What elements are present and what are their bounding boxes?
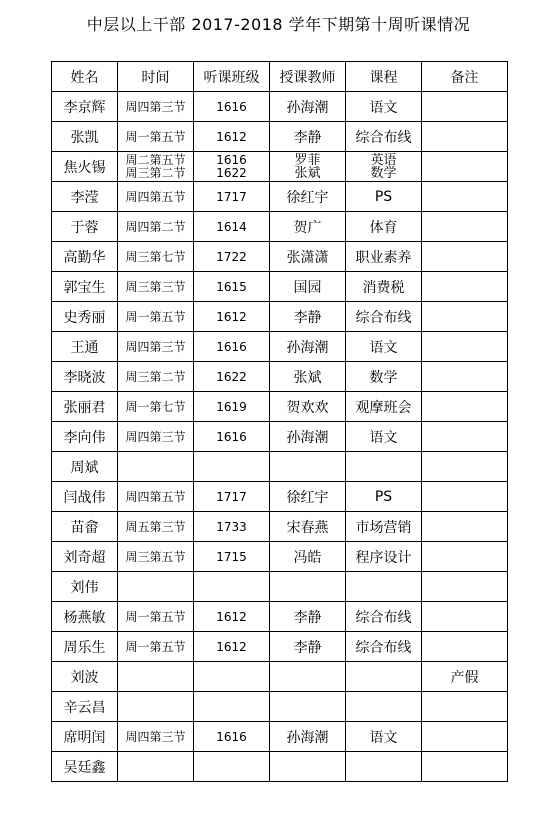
cell-name: 周乐生 [52,632,118,662]
cell-course: 消费税 [346,272,422,302]
cell-course [346,452,422,482]
cell-note [422,542,508,572]
cell-time: 周四第三节 [118,92,194,122]
cell-class: 1715 [194,542,270,572]
cell-note [422,272,508,302]
cell-class: 1612 [194,632,270,662]
cell-name: 吴廷鑫 [52,752,118,782]
cell-class [194,572,270,602]
cell-course [346,572,422,602]
cell-name: 刘伟 [52,572,118,602]
cell-time: 周一第五节 [118,602,194,632]
cell-class: 1733 [194,512,270,542]
cell-time-line: 周三第二节 [125,165,186,180]
cell-teacher: 宋春燕 [270,512,346,542]
cell-time: 周四第五节 [118,482,194,512]
cell-teacher [270,572,346,602]
table-row [52,632,508,662]
cell-teacher: 孙海潮 [270,722,346,752]
cell-course: 程序设计 [346,542,422,572]
cell-course: 职业素养 [346,242,422,272]
cell-time [118,572,194,602]
cell-time [118,692,194,722]
cell-name: 席明闰 [52,722,118,752]
header-note: 备注 [422,62,508,92]
cell-note [422,422,508,452]
cell-note [422,212,508,242]
cell-time: 周一第七节 [118,392,194,422]
cell-class-line: 1616 [216,152,247,167]
cell-teacher: 徐红宇 [270,182,346,212]
cell-teacher: 孙海潮 [270,92,346,122]
cell-time: 周三第五节 [118,542,194,572]
cell-teacher [270,692,346,722]
table-row [52,752,508,782]
cell-teacher: 张斌 [270,362,346,392]
page-title: 中层以上干部 2017-2018 学年下期第十周听课情况 [86,15,471,34]
cell-note [422,332,508,362]
cell-class: 1612 [194,122,270,152]
cell-time-line: 周二第五节 [125,152,186,167]
cell-name: 周斌 [52,452,118,482]
cell-class: 1722 [194,242,270,272]
cell-note [422,632,508,662]
cell-time: 周五第三节 [118,512,194,542]
cell-name: 李向伟 [52,422,118,452]
table-row [52,302,508,332]
cell-note [422,722,508,752]
cell-time: 周三第二节 [118,362,194,392]
cell-course [346,662,422,692]
cell-course: 语文 [346,332,422,362]
table-row [52,92,508,122]
cell-name: 刘波 [52,662,118,692]
cell-teacher-line: 张斌 [294,165,321,181]
cell-time [118,752,194,782]
table-row [52,422,508,452]
cell-name: 于蓉 [52,212,118,242]
cell-class: 1616 [194,92,270,122]
table-row [52,542,508,572]
cell-name: 苗畲 [52,512,118,542]
cell-note [422,122,508,152]
table-row [52,482,508,512]
cell-time: 周一第五节 [118,632,194,662]
cell-course: PS [346,182,422,212]
cell-name: 史秀丽 [52,302,118,332]
cell-teacher [270,752,346,782]
cell-class-line: 1622 [216,165,247,180]
cell-course [346,752,422,782]
cell-note [422,572,508,602]
cell-teacher: 张潇潇 [270,242,346,272]
cell-class: 1717 [194,482,270,512]
header-teacher: 授课教师 [270,62,346,92]
table-row [52,602,508,632]
cell-course: 综合布线 [346,602,422,632]
cell-note [422,302,508,332]
table-row [52,692,508,722]
cell-time: 周一第五节 [118,122,194,152]
table-row [52,662,508,692]
cell-class [194,152,270,182]
cell-time: 周四第五节 [118,182,194,212]
table-row [52,122,508,152]
header-class: 听课班级 [194,62,270,92]
cell-teacher: 李静 [270,122,346,152]
cell-class: 1614 [194,212,270,242]
cell-name: 王通 [52,332,118,362]
cell-note [422,92,508,122]
cell-note [422,182,508,212]
header-course: 课程 [346,62,422,92]
cell-teacher [270,452,346,482]
cell-class: 1717 [194,182,270,212]
cell-name: 辛云昌 [52,692,118,722]
cell-name: 李晓波 [52,362,118,392]
table-row [52,512,508,542]
cell-class: 1616 [194,422,270,452]
table-row [52,362,508,392]
cell-note [422,752,508,782]
cell-class: 1612 [194,602,270,632]
cell-time: 周四第三节 [118,722,194,752]
cell-note [422,602,508,632]
cell-time: 周三第七节 [118,242,194,272]
table-row [52,152,508,182]
table-row [52,272,508,302]
cell-teacher [270,152,346,182]
cell-name: 杨燕敏 [52,602,118,632]
cell-note [422,242,508,272]
cell-course: 语文 [346,722,422,752]
attendance-table [51,61,508,782]
table-row [52,332,508,362]
cell-note [422,692,508,722]
cell-name: 闫战伟 [52,482,118,512]
cell-teacher: 贺欢欢 [270,392,346,422]
cell-time [118,662,194,692]
cell-time: 周四第二节 [118,212,194,242]
cell-course-line: 英语 [370,152,397,168]
cell-time: 周四第三节 [118,332,194,362]
cell-teacher: 李静 [270,632,346,662]
cell-course: PS [346,482,422,512]
cell-class: 1622 [194,362,270,392]
cell-class: 1615 [194,272,270,302]
cell-class: 1616 [194,332,270,362]
cell-course: 综合布线 [346,122,422,152]
cell-name: 刘奇超 [52,542,118,572]
cell-note [422,152,508,182]
cell-time: 周一第五节 [118,302,194,332]
table-body [52,92,508,782]
cell-class [194,752,270,782]
cell-course [346,152,422,182]
cell-course: 语文 [346,422,422,452]
table-row [52,392,508,422]
cell-name: 郭宝生 [52,272,118,302]
cell-course: 市场营销 [346,512,422,542]
cell-class: 1612 [194,302,270,332]
cell-note [422,362,508,392]
cell-course [346,692,422,722]
cell-class: 1616 [194,722,270,752]
cell-time: 周三第三节 [118,272,194,302]
cell-time: 周四第三节 [118,422,194,452]
cell-class: 1619 [194,392,270,422]
cell-name: 焦火锡 [52,152,118,182]
cell-time [118,452,194,482]
cell-teacher: 孙海潮 [270,332,346,362]
cell-course: 语文 [346,92,422,122]
cell-name: 李滢 [52,182,118,212]
cell-teacher: 李静 [270,302,346,332]
cell-teacher: 孙海潮 [270,422,346,452]
table-row [52,242,508,272]
table-row [52,212,508,242]
table-row [52,452,508,482]
header-time: 时间 [118,62,194,92]
header-row [52,62,508,92]
cell-teacher [270,662,346,692]
cell-note [422,512,508,542]
cell-course: 观摩班会 [346,392,422,422]
header-name: 姓名 [52,62,118,92]
cell-teacher: 贺广 [270,212,346,242]
cell-name: 高勤华 [52,242,118,272]
table-row [52,572,508,602]
cell-course: 数学 [346,362,422,392]
cell-class [194,662,270,692]
cell-teacher: 国园 [270,272,346,302]
cell-time [118,152,194,182]
cell-teacher: 李静 [270,602,346,632]
cell-class [194,452,270,482]
cell-teacher-line: 罗菲 [294,152,321,168]
cell-course: 体育 [346,212,422,242]
cell-course: 综合布线 [346,302,422,332]
cell-class [194,692,270,722]
cell-course: 综合布线 [346,632,422,662]
cell-note [422,482,508,512]
cell-name: 张凯 [52,122,118,152]
cell-name: 李京辉 [52,92,118,122]
cell-note [422,392,508,422]
cell-note: 产假 [422,662,508,692]
cell-teacher: 徐红宇 [270,482,346,512]
cell-name: 张丽君 [52,392,118,422]
cell-teacher: 冯皓 [270,542,346,572]
table-row [52,182,508,212]
cell-course-line: 数学 [370,165,397,181]
cell-note [422,452,508,482]
table-row [52,722,508,752]
